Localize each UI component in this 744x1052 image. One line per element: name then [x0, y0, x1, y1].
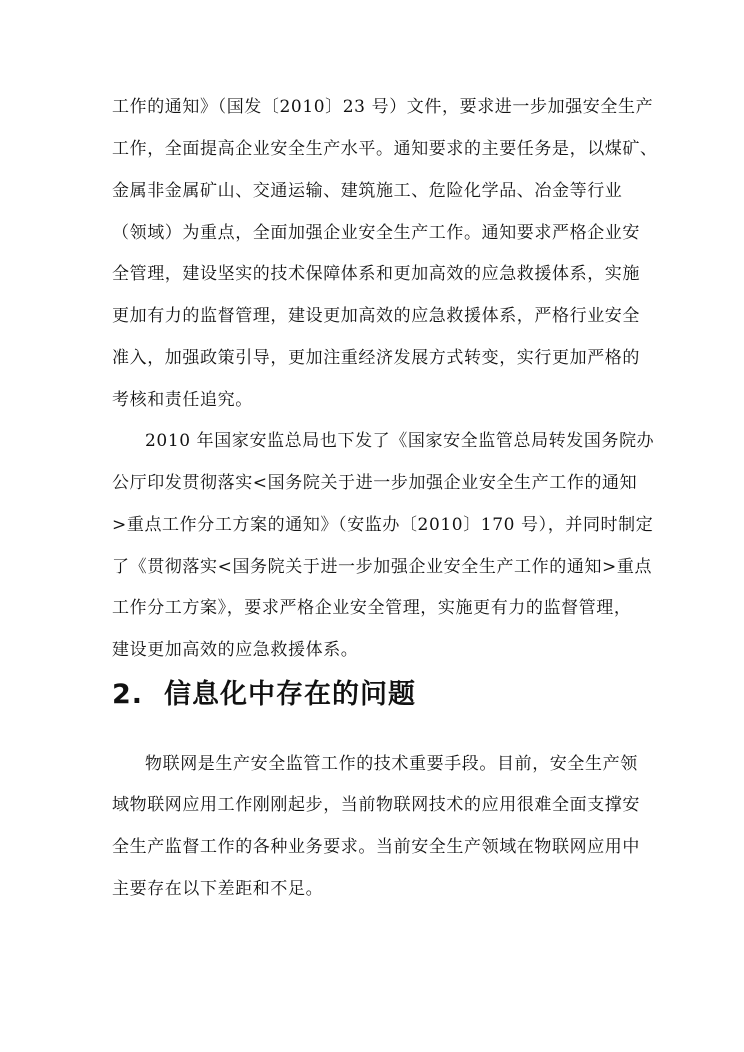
text-line: 工作的通知》（国发〔2010〕23 号）文件，要求进一步加强安全生产	[112, 97, 654, 117]
text-line: 建设更加高效的应急救援体系。	[112, 640, 359, 660]
text-line: >重点工作分工方案的通知》（安监办〔2010〕170 号），并同时制定	[112, 515, 654, 535]
text-line: 物联网是生产安全监管工作的技术重要手段。目前，安全生产领	[145, 754, 638, 774]
text-line: 金属非金属矿山、交通运输、建筑施工、危险化学品、冶金等行业	[112, 181, 623, 201]
text-line: 主要存在以下差距和不足。	[112, 879, 324, 899]
text-line: （领域）为重点，全面加强企业安全生产工作。通知要求严格企业安	[112, 223, 640, 243]
text-line: 工作分工方案》，要求严格企业安全管理，实施更有力的监督管理，	[112, 598, 632, 618]
text-line: 考核和责任追究。	[112, 390, 253, 410]
text-line: 更加有力的监督管理，建设更加高效的应急救援体系，严格行业安全	[112, 306, 640, 326]
text-line: 准入，加强政策引导，更加注重经济发展方式转变，实行更加严格的	[112, 348, 640, 368]
section-number: 2.	[112, 679, 144, 710]
text-line: 工作，全面提高企业安全生产水平。通知要求的主要任务是，以煤矿、	[112, 139, 658, 159]
text-line: 2010 年国家安监总局也下发了《国家安全监管总局转发国务院办	[145, 431, 655, 451]
section-heading	[112, 679, 416, 711]
text-line: 全管理，建设坚实的技术保障体系和更加高效的应急救援体系，实施	[112, 264, 640, 284]
text-line: 了《贯彻落实<国务院关于进一步加强企业安全生产工作的通知>重点	[112, 557, 653, 577]
text-line: 公厅印发贯彻落实<国务院关于进一步加强企业安全生产工作的通知	[112, 473, 638, 493]
text-line: 域物联网应用工作刚刚起步，当前物联网技术的应用很难全面支撑安	[112, 795, 640, 815]
section-title: 信息化中存在的问题	[164, 679, 416, 710]
text-line: 全生产监督工作的各种业务要求。当前安全生产领域在物联网应用中	[112, 837, 640, 857]
